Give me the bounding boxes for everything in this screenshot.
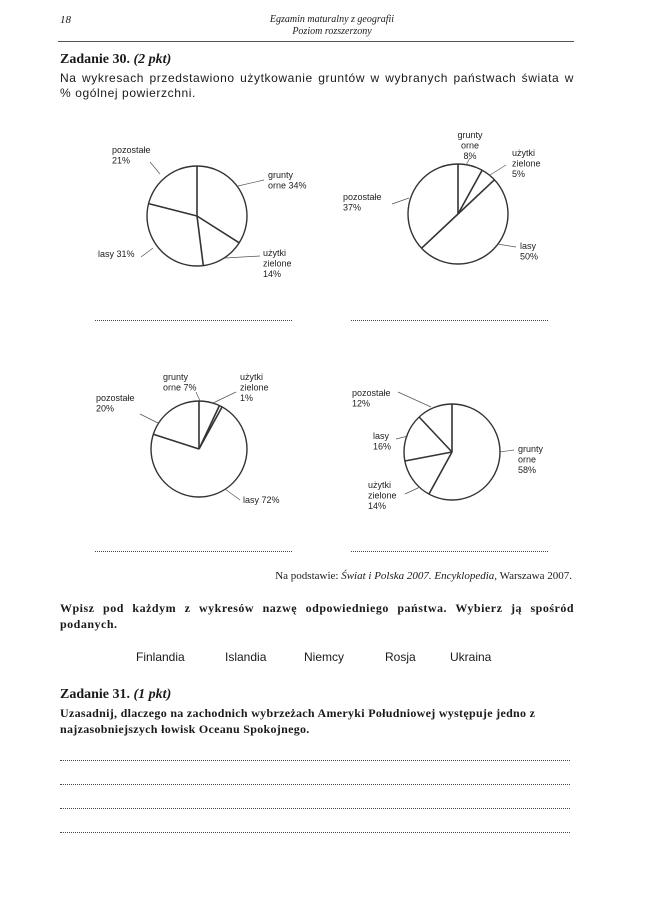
- pie-slice-label: lasy 72%: [243, 495, 280, 505]
- task30-points: (2 pkt): [133, 52, 172, 67]
- pie-label-leader: [196, 392, 200, 401]
- header-exam-title: Egzamin maturalny z geografii: [269, 14, 395, 25]
- pie-slice-label: lasy 50%: [520, 241, 539, 262]
- pie-label-leader: [499, 450, 514, 452]
- pie-slice-label: pozostałe 21%: [112, 145, 151, 166]
- pie-slice-label: pozostałe 37%: [343, 192, 382, 213]
- task31-question: Uzasadnij, dlaczego na zachodnich wybrzeżach Ameryki Południowej występuje jedno z najzasobniejszych łowisk Oceanu Spokojnego.: [60, 706, 536, 736]
- pie-slice-label: pozostałe 12%: [352, 388, 391, 409]
- answer-line-task31-1[interactable]: [60, 760, 570, 761]
- task30-title: Zadanie 30.: [60, 52, 131, 67]
- task31-heading: [60, 687, 171, 703]
- source-note: [275, 570, 572, 582]
- pie-chart-3: [96, 372, 280, 505]
- answer-line-chart-4[interactable]: [351, 551, 548, 552]
- pie-label-leader: [392, 198, 409, 204]
- pie-slice-label: lasy 16%: [373, 431, 392, 452]
- task30-instruction: Wpisz pod każdym z wykresów nazwę odpowiedniego państwa. Wybierz ją spośród podanych.: [60, 601, 574, 631]
- pie-label-leader: [490, 165, 506, 175]
- answer-line-chart-2[interactable]: [351, 320, 548, 321]
- pie-chart-1: [98, 145, 307, 279]
- pie-slice-label: użytki zielone 5%: [512, 148, 541, 179]
- pie-slice-label: grunty orne 58%: [518, 444, 544, 475]
- pie-slice-label: grunty orne 8%: [457, 130, 483, 161]
- answer-line-task31-3[interactable]: [60, 808, 570, 809]
- task31-points: (1 pkt): [133, 687, 172, 702]
- header-level: Poziom rozszerzony: [292, 26, 372, 37]
- answer-line-task31-2[interactable]: [60, 784, 570, 785]
- pie-slice-label: użytki zielone 14%: [263, 248, 292, 279]
- pie-chart-2: [343, 130, 541, 264]
- source-prefix: Na podstawie:: [275, 570, 342, 582]
- pie-label-leader: [497, 244, 516, 247]
- source-suffix: , Warszawa 2007.: [494, 570, 572, 582]
- task30-intro: Na wykresach przedstawiono użytkowanie gruntów w wybranych państwach świata w % ogólnej powierzchni.: [60, 71, 574, 100]
- pie-label-leader: [150, 162, 160, 174]
- answer-line-chart-1[interactable]: [95, 320, 292, 321]
- pie-label-leader: [398, 392, 431, 407]
- pie-chart-4: [352, 388, 544, 511]
- answer-line-task31-4[interactable]: [60, 832, 570, 833]
- page-number: 18: [60, 14, 71, 26]
- pie-label-leader: [225, 256, 260, 258]
- option-islandia: Islandia: [225, 650, 267, 664]
- option-ukraina: Ukraina: [450, 650, 492, 664]
- source-title: Świat i Polska 2007. Encyklopedia: [341, 570, 495, 582]
- pie-slice-label: grunty orne 7%: [163, 372, 197, 393]
- pie-label-leader: [141, 248, 153, 257]
- task31-title: Zadanie 31.: [60, 687, 131, 702]
- answer-line-chart-3[interactable]: [95, 551, 292, 552]
- pie-slice-label: użytki zielone 14%: [368, 480, 397, 511]
- option-rosja: Rosja: [385, 650, 416, 664]
- option-finlandia: Finlandia: [136, 650, 185, 664]
- pie-slice-label: użytki zielone 1%: [240, 372, 269, 403]
- pie-slice-label: lasy 31%: [98, 249, 135, 259]
- pie-label-leader: [405, 487, 420, 494]
- pie-label-leader: [213, 392, 236, 403]
- pie-label-leader: [238, 180, 264, 186]
- pie-label-leader: [140, 414, 158, 423]
- pie-label-leader: [225, 489, 240, 500]
- option-niemcy: Niemcy: [304, 650, 345, 664]
- pie-slice-label: grunty orne 34%: [268, 170, 307, 191]
- pie-slice-label: pozostałe 20%: [96, 393, 135, 414]
